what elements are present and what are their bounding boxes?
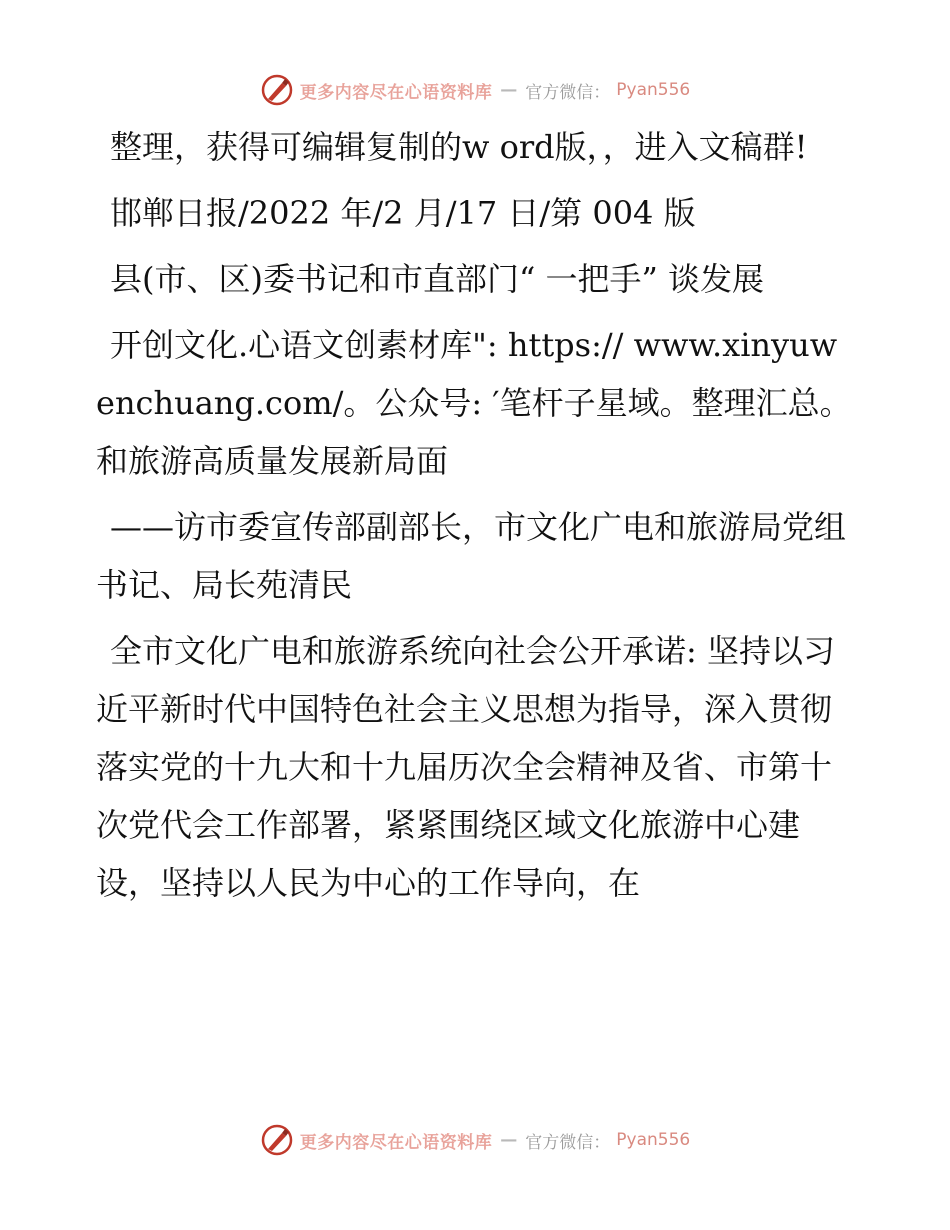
pen-logo-icon	[260, 73, 294, 107]
header-watermark-banner	[0, 70, 950, 110]
pen-logo-icon	[260, 1123, 294, 1157]
footer-watermark-banner	[0, 1120, 950, 1160]
paragraph-text: 全市文化广电和旅游系统向社会公开承诺: 坚持以习近平新时代中国特色社会主义思想为指导，深入贯彻落实党的十九大和十九届历次全会精神及省、市第十次党代会工作部署，紧紧围绕区域文化旅游中心建设，坚持以人民为中心的工作导向，在	[96, 632, 835, 902]
paragraph-text: 县(市、区)委书记和市直部门“ 一把手” 谈发展	[110, 260, 765, 298]
document-body	[96, 118, 856, 920]
paragraph	[96, 498, 856, 614]
banner-wechat-id: Pyan556	[616, 1130, 691, 1150]
paragraph	[96, 184, 856, 242]
banner-wechat-id: Pyan556	[616, 80, 691, 100]
paragraph	[96, 118, 856, 176]
paragraph-text: 邯郸日报/2022 年/2 月/17 日/第 004 版	[110, 194, 696, 232]
banner-wechat-label: 官方微信：	[525, 82, 611, 103]
banner-wechat-label: 官方微信：	[525, 1132, 611, 1153]
banner-text: 更多内容尽在心语资料库	[299, 1132, 493, 1153]
paragraph-text: 整理，获得可编辑复制的w ord版，，进入文稿群!	[110, 128, 808, 166]
paragraph-text: 开创文化.心语文创素材库": https:// www.xinyuwenchuang.com/。公众号: ′笔杆子星域。整理汇总。和旅游高质量发展新局面	[96, 326, 852, 480]
paragraph-text: ——访市委宣传部副部长，市文化广电和旅游局党组书记、局长苑清民	[96, 508, 847, 604]
banner-dash: —	[500, 1130, 518, 1150]
banner-dash: —	[500, 80, 518, 100]
paragraph	[96, 622, 856, 912]
paragraph	[96, 250, 856, 308]
banner-text: 更多内容尽在心语资料库	[299, 82, 493, 103]
paragraph	[96, 316, 856, 490]
